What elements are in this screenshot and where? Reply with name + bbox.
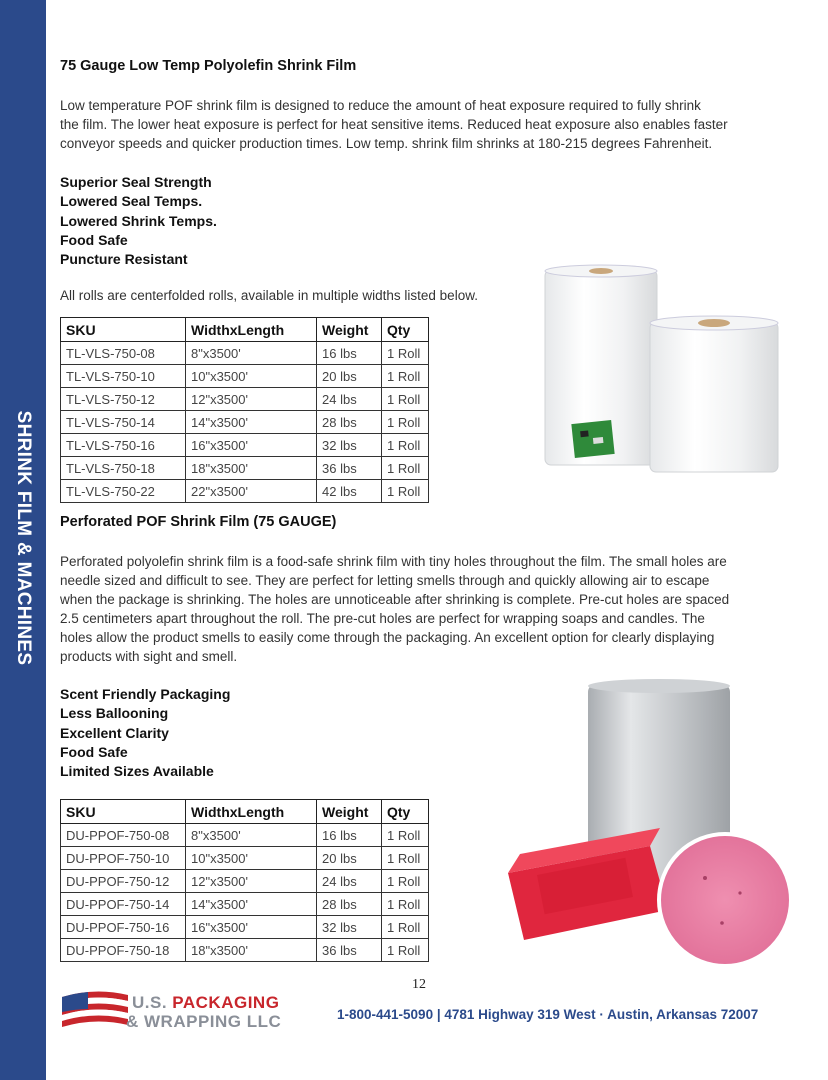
table-row xyxy=(61,388,429,411)
table-row xyxy=(61,342,429,365)
logo-line2: & WRAPPING LLC xyxy=(126,1012,282,1031)
cell-qty: 1 Roll xyxy=(382,457,429,480)
col-qty: Qty xyxy=(382,318,429,342)
cell-qty: 1 Roll xyxy=(382,824,429,847)
col-weight: Weight xyxy=(317,800,382,824)
section1-title: 75 Gauge Low Temp Polyolefin Shrink Film xyxy=(60,58,357,74)
company-logo xyxy=(60,985,290,1035)
cell-size: 8"x3500' xyxy=(186,342,317,365)
logo-line1 xyxy=(132,993,279,1013)
cell-qty: 1 Roll xyxy=(382,411,429,434)
cell-qty: 1 Roll xyxy=(382,916,429,939)
feature-item: Limited Sizes Available xyxy=(60,763,214,780)
table-row xyxy=(61,870,429,893)
cell-weight: 16 lbs xyxy=(317,824,382,847)
cell-weight: 24 lbs xyxy=(317,388,382,411)
cell-sku: DU-PPOF-750-08 xyxy=(61,824,186,847)
magnified-holes-inset xyxy=(659,834,791,966)
cell-qty: 1 Roll xyxy=(382,388,429,411)
section1-line: Low temperature POF shrink film is designed to reduce the amount of heat exposure required to fully shrink xyxy=(60,98,701,113)
cell-sku: TL-VLS-750-10 xyxy=(61,365,186,388)
table-row xyxy=(61,457,429,480)
cell-sku: TL-VLS-750-18 xyxy=(61,457,186,480)
cell-size: 12"x3500' xyxy=(186,388,317,411)
table-row xyxy=(61,916,429,939)
cell-size: 18"x3500' xyxy=(186,939,317,962)
cell-weight: 32 lbs xyxy=(317,916,382,939)
cell-weight: 42 lbs xyxy=(317,480,382,503)
cell-weight: 20 lbs xyxy=(317,847,382,870)
cell-qty: 1 Roll xyxy=(382,939,429,962)
section2-line: when the package is shrinking. The holes are unnoticeable after shrinking is complete. Pre-cut holes are spaced xyxy=(60,592,730,607)
table-header-row xyxy=(61,318,429,342)
flag-icon xyxy=(60,987,130,1033)
table-header-row xyxy=(61,800,429,824)
table-row xyxy=(61,411,429,434)
cell-size: 22"x3500' xyxy=(186,480,317,503)
cell-size: 10"x3500' xyxy=(186,365,317,388)
table-row xyxy=(61,939,429,962)
feature-item: Scent Friendly Packaging xyxy=(60,686,231,702)
col-weight: Weight xyxy=(317,318,382,342)
section2-line: holes allow the product smells to easily come through the packaging. An excellent option for clearly displaying xyxy=(60,630,715,645)
logo-packaging: PACKAGING xyxy=(172,993,280,1012)
col-width-length: WidthxLength xyxy=(186,318,317,342)
table-row xyxy=(61,847,429,870)
cell-weight: 36 lbs xyxy=(317,457,382,480)
cell-size: 14"x3500' xyxy=(186,893,317,916)
feature-item: Food Safe xyxy=(60,743,128,760)
table-row xyxy=(61,365,429,388)
cell-weight: 32 lbs xyxy=(317,434,382,457)
section1-features xyxy=(60,173,217,269)
cell-weight: 28 lbs xyxy=(317,411,382,434)
cell-size: 16"x3500' xyxy=(186,916,317,939)
feature-item: Food Safe xyxy=(60,231,128,248)
cell-qty: 1 Roll xyxy=(382,365,429,388)
feature-item: Lowered Seal Temps. xyxy=(60,193,203,210)
section2-line: products with sight and smell. xyxy=(60,649,238,664)
cell-qty: 1 Roll xyxy=(382,893,429,916)
cell-qty: 1 Roll xyxy=(382,342,429,365)
sku-table-perforated xyxy=(60,799,429,962)
section2-features xyxy=(60,685,230,781)
rolls-note: All rolls are centerfolded rolls, available in multiple widths listed below. xyxy=(60,288,478,303)
section1-line: conveyor speeds and quicker production times. Low temp. shrink film shrinks at 180-215 degrees Fahrenheit. xyxy=(60,136,713,151)
feature-item: Puncture Resistant xyxy=(60,251,188,268)
cell-size: 12"x3500' xyxy=(186,870,317,893)
cell-sku: TL-VLS-750-22 xyxy=(61,480,186,503)
cell-sku: DU-PPOF-750-12 xyxy=(61,870,186,893)
cell-sku: TL-VLS-750-12 xyxy=(61,388,186,411)
cell-qty: 1 Roll xyxy=(382,434,429,457)
cell-weight: 16 lbs xyxy=(317,342,382,365)
cell-sku: TL-VLS-750-16 xyxy=(61,434,186,457)
section2-line: needle sized and difficult to see. They are perfect for letting smells through and quickly allowing air to escape xyxy=(60,573,710,588)
footer-contact: 1-800-441-5090 | 4781 Highway 319 West · Austin, Arkansas 72007 xyxy=(337,1007,759,1022)
cell-sku: TL-VLS-750-14 xyxy=(61,411,186,434)
cell-qty: 1 Roll xyxy=(382,870,429,893)
cell-weight: 20 lbs xyxy=(317,365,382,388)
shrink-film-rolls-image xyxy=(535,262,785,480)
cell-weight: 28 lbs xyxy=(317,893,382,916)
col-qty: Qty xyxy=(382,800,429,824)
cell-qty: 1 Roll xyxy=(382,847,429,870)
cell-qty: 1 Roll xyxy=(382,480,429,503)
sidebar-band xyxy=(0,0,46,1080)
table-row xyxy=(61,434,429,457)
feature-item: Lowered Shrink Temps. xyxy=(60,212,217,229)
table-row xyxy=(61,824,429,847)
perforated-film-image xyxy=(500,678,800,968)
table-row xyxy=(61,893,429,916)
sidebar-label: SHRINK FILM & MACHINES xyxy=(13,410,34,666)
feature-item: Excellent Clarity xyxy=(60,724,169,741)
sku-table-low-temp xyxy=(60,317,429,503)
col-width-length: WidthxLength xyxy=(186,800,317,824)
cell-sku: DU-PPOF-750-10 xyxy=(61,847,186,870)
cell-size: 8"x3500' xyxy=(186,824,317,847)
cell-weight: 24 lbs xyxy=(317,870,382,893)
table-row xyxy=(61,480,429,503)
cell-sku: DU-PPOF-750-14 xyxy=(61,893,186,916)
cell-size: 18"x3500' xyxy=(186,457,317,480)
cell-size: 16"x3500' xyxy=(186,434,317,457)
cell-size: 14"x3500' xyxy=(186,411,317,434)
col-sku: SKU xyxy=(61,800,186,824)
cell-sku: TL-VLS-750-08 xyxy=(61,342,186,365)
section1-line: the film. The lower heat exposure is perfect for heat sensitive items. Reduced heat exposure also enables faster xyxy=(60,117,728,132)
col-sku: SKU xyxy=(61,318,186,342)
feature-item: Less Ballooning xyxy=(60,705,169,722)
section2-title: Perforated POF Shrink Film (75 GAUGE) xyxy=(60,514,337,530)
logo-us: U.S. xyxy=(132,993,168,1012)
cell-sku: DU-PPOF-750-18 xyxy=(61,939,186,962)
feature-item: Superior Seal Strength xyxy=(60,174,212,190)
cell-size: 10"x3500' xyxy=(186,847,317,870)
cell-weight: 36 lbs xyxy=(317,939,382,962)
page-number: 12 xyxy=(412,977,426,992)
section2-line: Perforated polyolefin shrink film is a food-safe shrink film with tiny holes throughout the film. The small holes are xyxy=(60,554,727,569)
cell-sku: DU-PPOF-750-16 xyxy=(61,916,186,939)
section2-line: 2.5 centimeters apart throughout the roll. The pre-cut holes are perfect for wrapping soaps and candles. The xyxy=(60,611,705,626)
